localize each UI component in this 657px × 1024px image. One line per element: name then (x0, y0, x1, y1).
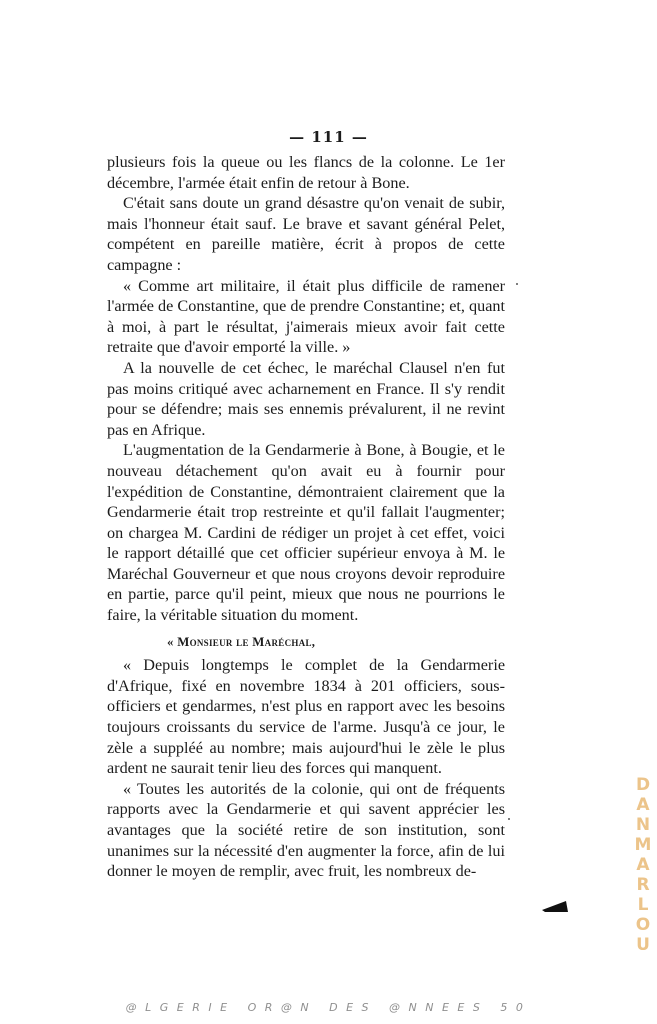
paragraph: plusieurs fois la queue ou les flancs de la colonne. Le 1er décembre, l'armée était enfin de retour à Bone. (107, 153, 505, 192)
footer-caption: @LGERIE OR@N DES @NNEES 50 (125, 1001, 532, 1014)
letter-paragraph: « Depuis longtemps le complet de la Gendarmerie d'Afrique, fixé en novembre 1834 à 201 officiers, sous-officiers et gendarmes, n'est plus en rapport avec les besoins toujours croissants du service de l'arme. Jusqu'à ce jour, le zèle a suppléé au nombre; mais aujourd'hui le zèle le plus ardent ne saurait tenir lieu des forces qui manquent. (107, 656, 505, 778)
paragraph: A la nouvelle de cet échec, le maréchal Clausel n'en fut pas moins critiqué avec acharnement en France. Il s'y rendit pour se défendre; mais ses ennemis prévalurent, il ne revint pas en Afrique. (107, 358, 505, 439)
watermark-letter: U (636, 935, 650, 955)
watermark-letter: R (636, 875, 650, 895)
letter-paragraph: « Toutes les autorités de la colonie, qui ont de fréquents rapports avec la Gendarmerie et qui savent apprécier les avantages que la société retire de son institution, sont unanimes sur la nécessité d'en augmenter la force, afin de lui donner le moyen de remplir, avec fruit, les nombreux de- (107, 779, 505, 881)
watermark-letter: M (634, 835, 652, 855)
paragraph: « Comme art militaire, il était plus difficile de ramener l'armée de Constantine, que de prendre Constantine; et, quant à moi, à part le résultat, j'aimerais mieux avoir fait cette retraite que d'avoir emporté la ville. » (107, 276, 505, 357)
watermark (632, 775, 654, 955)
watermark-letter: A (636, 795, 650, 815)
text-block (107, 152, 505, 882)
watermark-letter: D (635, 775, 651, 795)
ink-blot-icon (542, 901, 568, 912)
paragraph: L'augmentation de la Gendarmerie à Bone, à Bougie, et le nouveau détachement qu'on avait eu à fournir pour l'expédition de Constantine, démontraient clairement que la Gendarmerie était trop restreinte et qu'il fallait l'augmenter; on chargea M. Cardini de rédiger un projet à cet effet, voici le rapport détaillé que cet officier supérieur envoya à M. le Maréchal Gouverneur et que nous croyons devoir reproduire en partie, parce qu'il peint, mieux que nous ne pourrions le faire, la véritable situation du moment. (107, 441, 505, 625)
paragraph: C'était sans doute un grand désastre qu'on venait de subir, mais l'honneur était sauf. Le brave et savant général Pelet, compétent en pareille matière, écrit à propos de cette campagne : (107, 194, 505, 274)
speck-mark (508, 818, 510, 820)
watermark-letter: L (637, 895, 649, 915)
speck-mark (516, 283, 518, 285)
watermark-letter: O (635, 915, 651, 935)
page-number: — 111 — (289, 128, 368, 146)
letter-heading (107, 632, 505, 653)
watermark-letter: A (636, 855, 650, 875)
watermark-letter: N (635, 815, 651, 835)
letter-heading-text: « Monsieur le Maréchal, (167, 634, 316, 649)
